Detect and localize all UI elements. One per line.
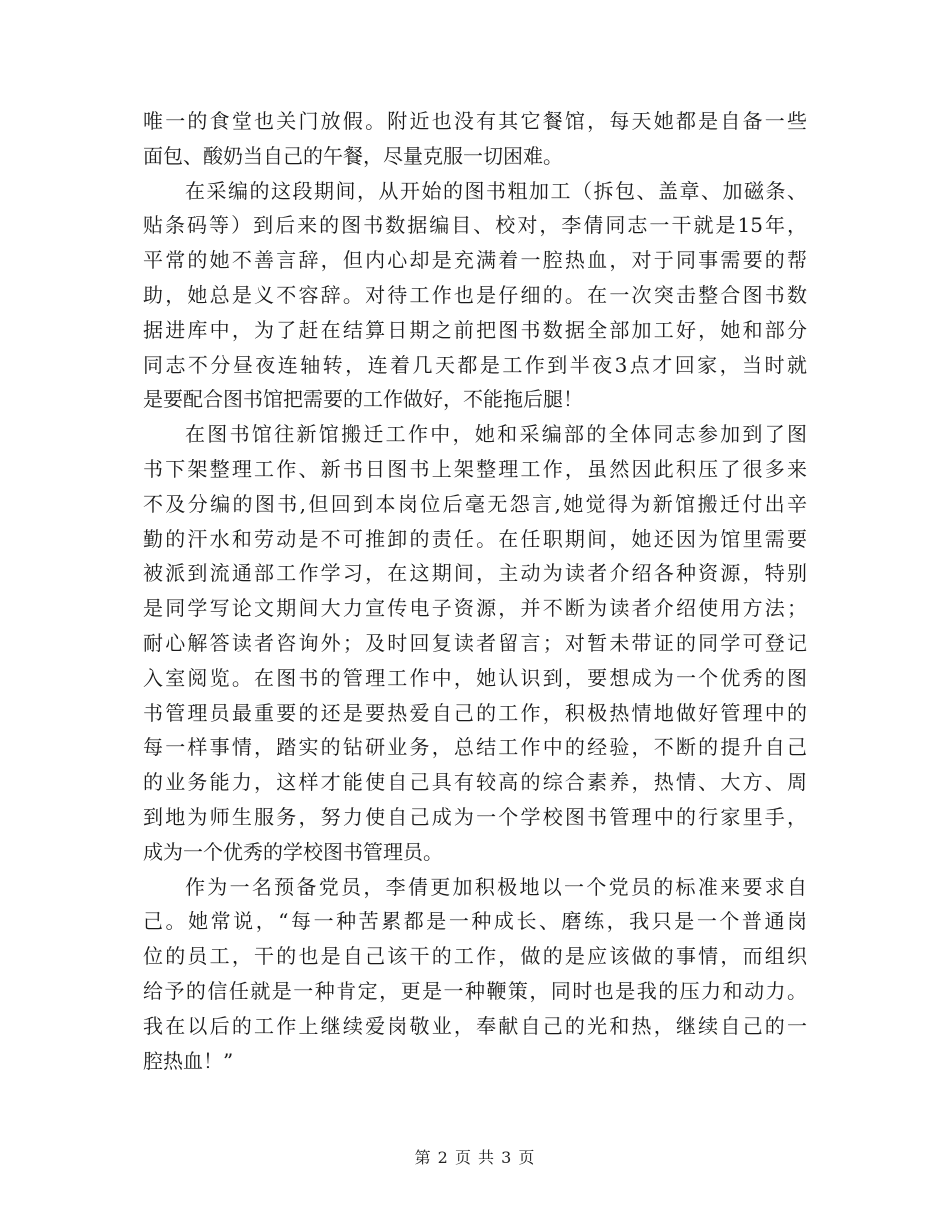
text-line: 的业务能力，这样才能使自己具有较高的综合素养，热情、大方、周 xyxy=(143,770,807,795)
text-line: 是要配合图书馆把需要的工作做好，不能拖后腿！ xyxy=(143,387,583,412)
text-line: 腔热血！” xyxy=(143,1048,234,1073)
text-line: 被派到流通部工作学习，在这期间，主动为读者介绍各种资源，特别 xyxy=(143,561,807,586)
text-line: 每一样事情，踏实的钻研业务，总结工作中的经验，不断的提升自己 xyxy=(143,735,807,760)
text-line: 据进库中，为了赶在结算日期之前把图书数据全部加工好，她和部分 xyxy=(143,317,807,342)
text-line: 是同学写论文期间大力宣传电子资源，并不断为读者介绍使用方法； xyxy=(143,596,807,621)
text-line: 助，她总是义不容辞。对待工作也是仔细的。在一次突击整合图书数 xyxy=(143,282,807,307)
text-line: 在采编的这段期间，从开始的图书粗加工（拆包、盖章、加磁条、 xyxy=(185,178,807,203)
text-line: 书下架整理工作、新书日图书上架整理工作，虽然因此积压了很多来 xyxy=(143,456,807,481)
body-text xyxy=(143,104,807,1078)
text-line: 平常的她不善言辞，但内心却是充满着一腔热血，对于同事需要的帮 xyxy=(143,248,807,273)
text-line: 己。她常说，“每一种苦累都是一种成长、磨练，我只是一个普通岗 xyxy=(143,909,807,934)
text-line: 位的员工，干的也是自己该干的工作，做的是应该做的事情，而组织 xyxy=(143,944,807,969)
text-line: 在图书馆往新馆搬迁工作中，她和采编部的全体同志参加到了图 xyxy=(185,422,807,447)
text-line: 成为一个优秀的学校图书管理员。 xyxy=(143,839,443,864)
text-line: 贴条码等）到后来的图书数据编目、校对，李倩同志一干就是15年， xyxy=(143,213,807,238)
text-line: 面包、酸奶当自己的午餐，尽量克服一切困难。 xyxy=(143,143,563,168)
text-line: 给予的信任就是一种肯定，更是一种鞭策，同时也是我的压力和动力。 xyxy=(143,978,807,1003)
text-line: 勤的汗水和劳动是不可推卸的责任。在任职期间，她还因为馆里需要 xyxy=(143,526,807,551)
text-line: 同志不分昼夜连轴转，连着几天都是工作到半夜3点才回家，当时就 xyxy=(143,352,807,377)
page-number-label: 第 2 页 共 3 页 xyxy=(414,1148,536,1167)
text-line: 到地为师生服务，努力使自己成为一个学校图书管理中的行家里手， xyxy=(143,804,807,829)
text-line: 不及分编的图书,但回到本岗位后毫无怨言,她觉得为新馆搬迁付出辛 xyxy=(143,491,807,516)
text-line: 耐心解答读者咨询外；及时回复读者留言；对暂未带证的同学可登记 xyxy=(143,630,807,655)
text-line: 我在以后的工作上继续爱岗敬业，奉献自己的光和热，继续自己的一 xyxy=(143,1013,807,1038)
page-footer xyxy=(0,1146,950,1170)
text-line: 入室阅览。在图书的管理工作中，她认识到，要想成为一个优秀的图 xyxy=(143,665,807,690)
text-line: 唯一的食堂也关门放假。附近也没有其它餐馆，每天她都是自备一些 xyxy=(143,109,807,133)
text-line: 作为一名预备党员，李倩更加积极地以一个党员的标准来要求自 xyxy=(185,874,807,899)
text-line: 书管理员最重要的还是要热爱自己的工作，积极热情地做好管理中的 xyxy=(143,700,807,725)
